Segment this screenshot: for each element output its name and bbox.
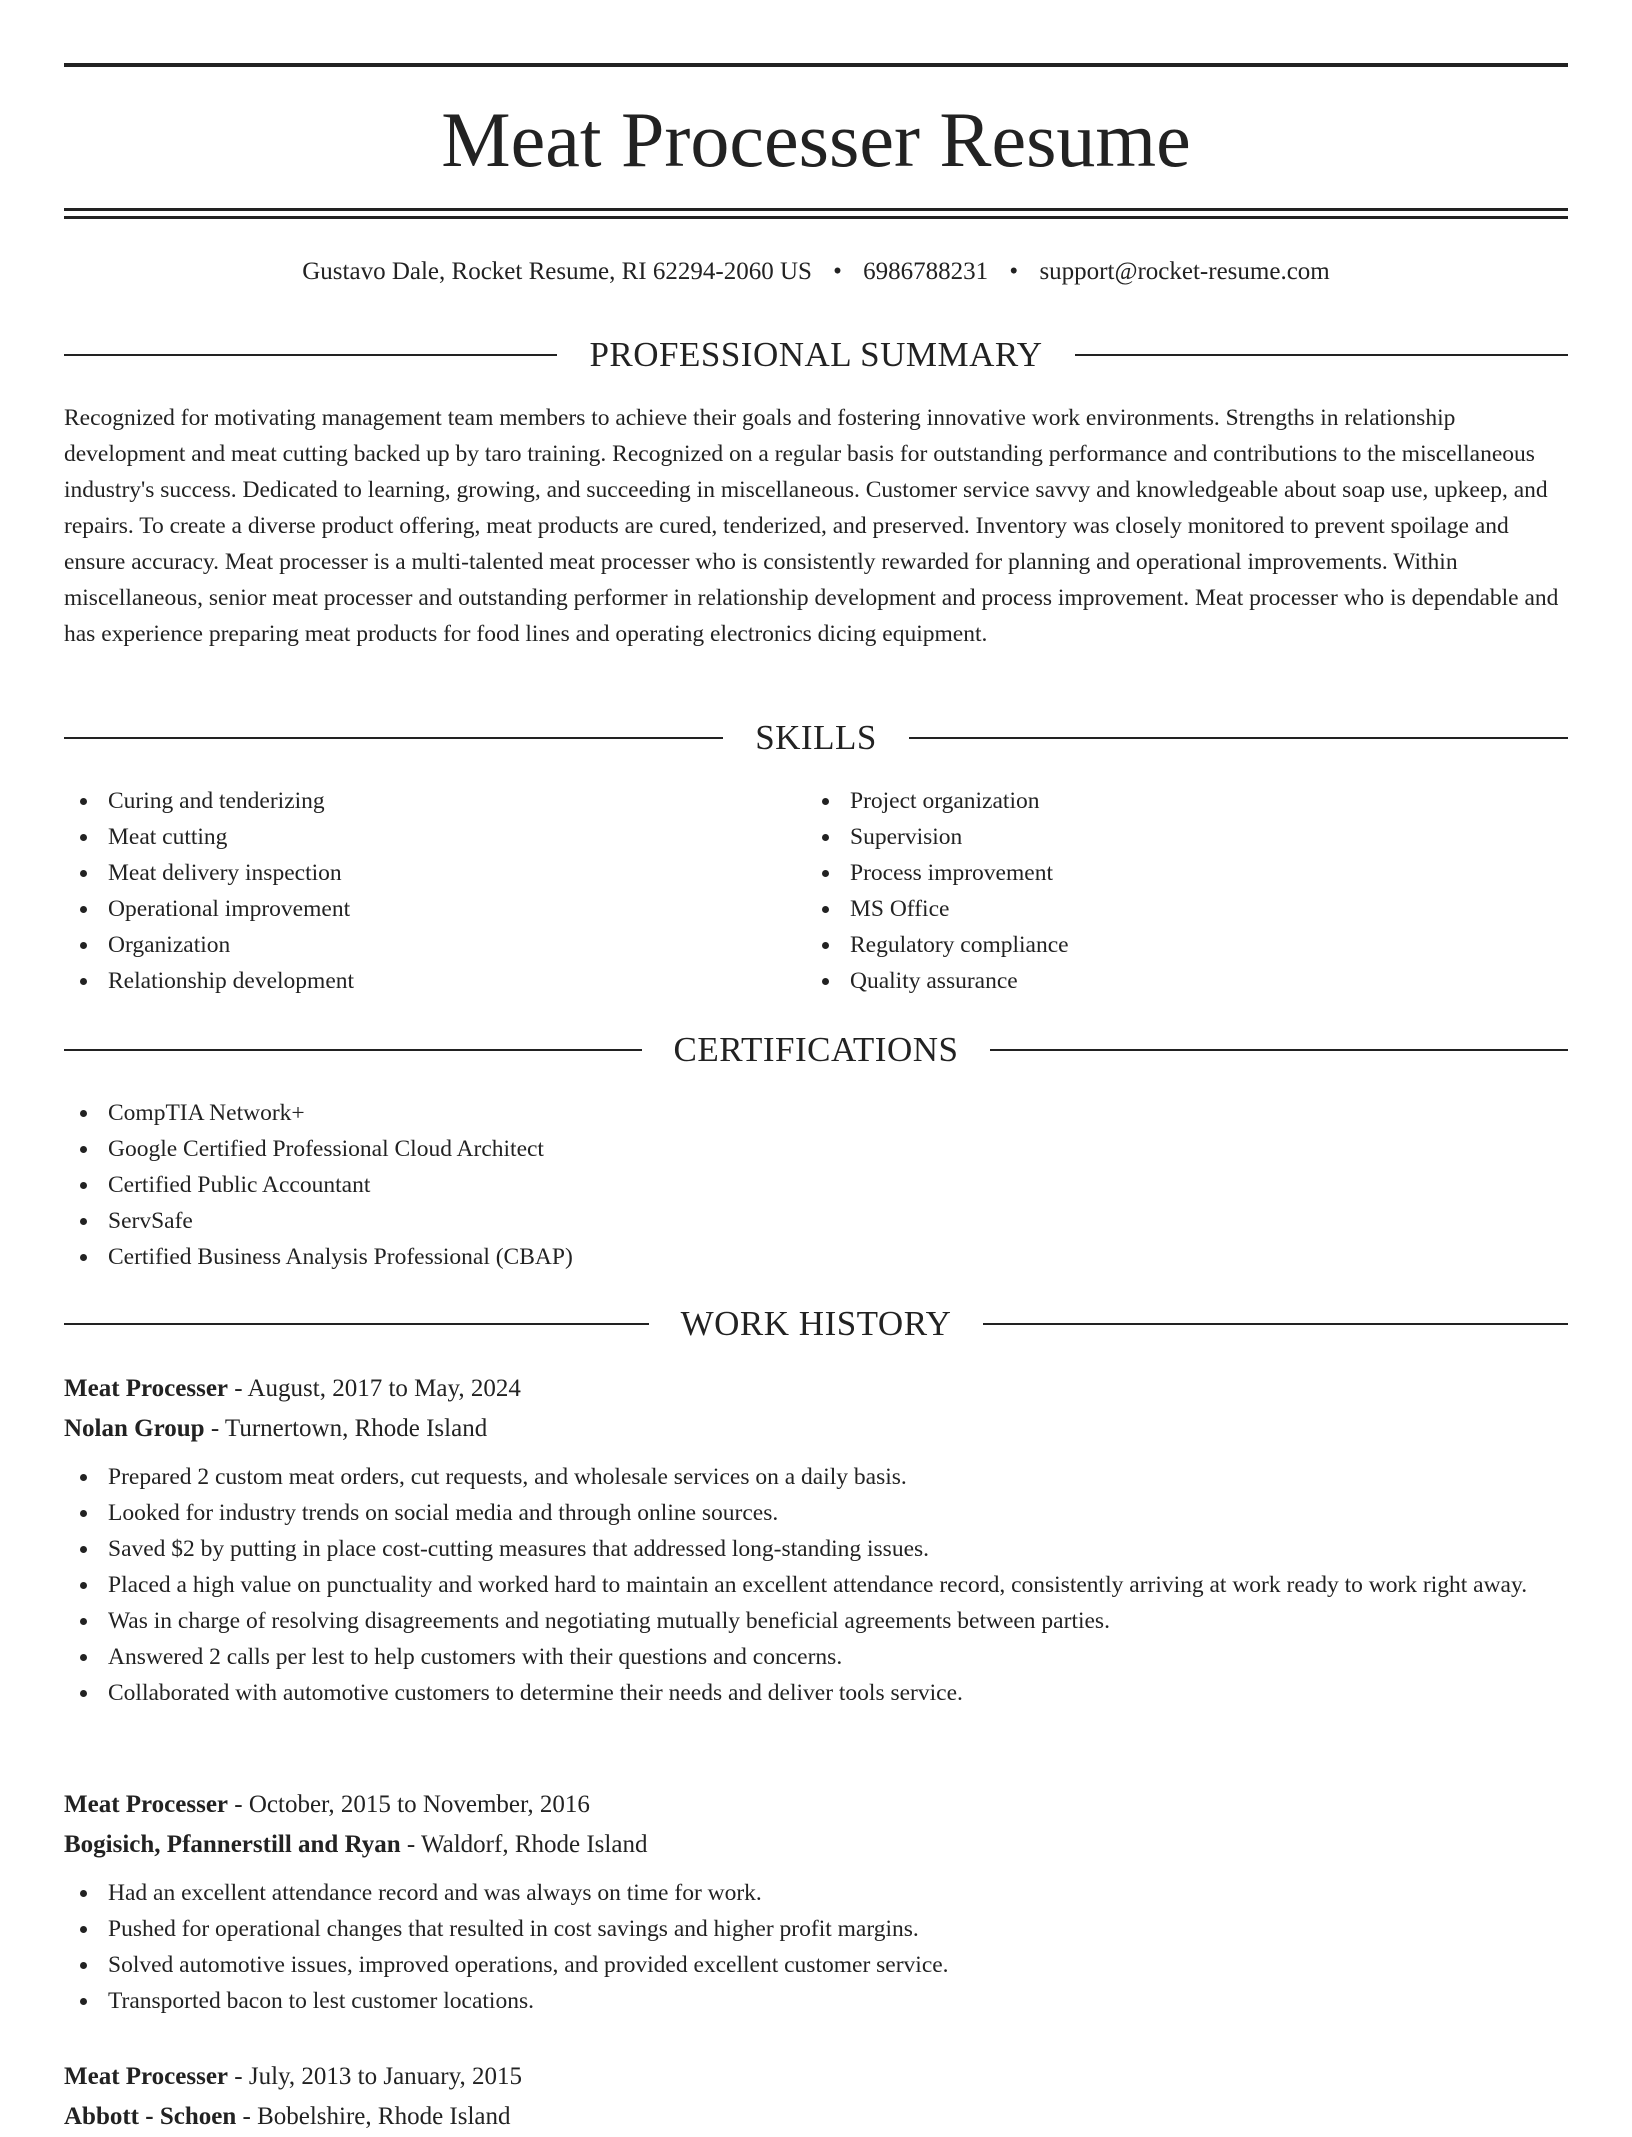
job-title-line xyxy=(64,2057,1568,2097)
skill-item: Process improvement xyxy=(806,855,1566,891)
skill-item: Project organization xyxy=(806,783,1566,819)
skill-item: Curing and tenderizing xyxy=(64,783,804,819)
contact-separator: • xyxy=(1009,258,1019,285)
skill-item: MS Office xyxy=(806,891,1566,927)
contact-address: Gustavo Dale, Rocket Resume, RI 62294-2060 US xyxy=(302,258,812,285)
title-double-rule-top xyxy=(64,208,1568,211)
job-location: - Waldorf, Rhode Island xyxy=(406,1831,648,1858)
job-company-line xyxy=(64,1409,1568,1449)
skill-item: Meat cutting xyxy=(64,819,804,855)
job-title-line xyxy=(64,1785,1568,1825)
work-history-section-header xyxy=(64,1304,1568,1344)
divider-line xyxy=(64,1049,642,1051)
job-bullet: Transported bacon to lest customer locations. xyxy=(64,1983,1568,2019)
certifications-heading: CERTIFICATIONS xyxy=(673,1030,959,1069)
job-company-line xyxy=(64,1825,1568,1865)
summary-heading: PROFESSIONAL SUMMARY xyxy=(589,335,1043,374)
job-company: Bogisich, Pfannerstill and Ryan xyxy=(64,1831,401,1858)
divider-line xyxy=(64,1323,649,1325)
job-title: Meat Processer xyxy=(64,2063,229,2090)
certification-item: Certified Business Analysis Professional (CBAP) xyxy=(64,1239,1568,1275)
summary-text: Recognized for motivating management team members to achieve their goals and fostering innovative work environments. Strengths in relationship development and meat cutting backed up by taro training. Recognized on a regular basis for outstanding performance and contributions to the miscellaneous industry's success. Dedicated to learning, growing, and succeeding in miscellaneous. Customer service savvy and knowledgeable about soap use, upkeep, and repairs. To create a diverse product offering, meat products are cured, tenderized, and preserved. Inventory was closely monitored to prevent spoilage and ensure accuracy. Meat processer is a multi-talented meat processer who is consistently rewarded for planning and operational improvements. Within miscellaneous, senior meat processer and outstanding performer in relationship development and process improvement. Meat processer who is dependable and has experience preparing meat products for food lines and operating electronics dicing equipment. xyxy=(64,405,1559,647)
job-bullet: Pushed for operational changes that resulted in cost savings and higher profit margins. xyxy=(64,1911,1568,1947)
certification-item: Certified Public Accountant xyxy=(64,1167,1568,1203)
job-location: - Turnertown, Rhode Island xyxy=(210,1415,488,1442)
job-bullet: Prepared 2 custom meat orders, cut requests, and wholesale services on a daily basis. xyxy=(64,1459,1568,1495)
contact-line xyxy=(64,255,1568,289)
job-title-line xyxy=(64,1369,1568,1409)
job-dates: - October, 2015 to November, 2016 xyxy=(234,1791,590,1818)
skill-item: Regulatory compliance xyxy=(806,927,1566,963)
job-bullet: Collaborated with automotive customers to determine their needs and deliver tools service. xyxy=(64,1675,1568,1711)
job-company: Nolan Group xyxy=(64,1415,205,1442)
work-history-heading: WORK HISTORY xyxy=(680,1304,952,1343)
job-bullets xyxy=(64,1875,1568,2019)
job-dates: - August, 2017 to May, 2024 xyxy=(234,1375,521,1402)
skills-list-left xyxy=(64,783,804,999)
certification-item: CompTIA Network+ xyxy=(64,1095,1568,1131)
job-bullet: Had an excellent attendance record and was always on time for work. xyxy=(64,1875,1568,1911)
skill-item: Relationship development xyxy=(64,963,804,999)
certification-item: Google Certified Professional Cloud Architect xyxy=(64,1131,1568,1167)
skill-item: Organization xyxy=(64,927,804,963)
job-title: Meat Processer xyxy=(64,1791,229,1818)
certifications-list xyxy=(64,1095,1568,1275)
skill-item: Quality assurance xyxy=(806,963,1566,999)
skill-item: Operational improvement xyxy=(64,891,804,927)
job-bullet: Answered 2 calls per lest to help customers with their questions and concerns. xyxy=(64,1639,1568,1675)
job-bullet: Was in charge of resolving disagreements and negotiating mutually beneficial agreements between parties. xyxy=(64,1603,1568,1639)
job-dates: - July, 2013 to January, 2015 xyxy=(234,2063,522,2090)
divider-line xyxy=(64,737,723,739)
skills-section-header xyxy=(64,718,1568,758)
job-company: Abbott - Schoen xyxy=(64,2103,237,2130)
skills-heading: SKILLS xyxy=(755,718,877,757)
contact-phone: 6986788231 xyxy=(863,258,989,285)
job-bullet: Placed a high value on punctuality and worked hard to maintain an excellent attendance record, consistently arriving at work ready to work right away. xyxy=(64,1567,1568,1603)
divider-line xyxy=(64,354,557,356)
job-title: Meat Processer xyxy=(64,1375,229,1402)
job-entry xyxy=(64,1369,1568,1711)
job-bullets xyxy=(64,1459,1568,1711)
contact-email: support@rocket-resume.com xyxy=(1039,258,1330,285)
divider-line xyxy=(909,737,1568,739)
certifications-section-header xyxy=(64,1030,1568,1070)
certification-item: ServSafe xyxy=(64,1203,1568,1239)
summary-section-header xyxy=(64,335,1568,375)
skill-item: Supervision xyxy=(806,819,1566,855)
job-company-line xyxy=(64,2097,1568,2137)
page-title: Meat Processer Resume xyxy=(441,96,1191,183)
divider-line xyxy=(983,1323,1568,1325)
divider-line xyxy=(990,1049,1568,1051)
job-bullet: Saved $2 by putting in place cost-cutting measures that addressed long-standing issues. xyxy=(64,1531,1568,1567)
skill-item: Meat delivery inspection xyxy=(64,855,804,891)
contact-separator: • xyxy=(833,258,842,285)
title-double-rule-bottom xyxy=(64,216,1568,219)
top-rule xyxy=(64,63,1568,67)
job-location: - Bobelshire, Rhode Island xyxy=(242,2103,511,2130)
job-entry xyxy=(64,1785,1568,2019)
divider-line xyxy=(1075,354,1568,356)
skills-list-right xyxy=(806,783,1566,999)
job-bullet: Looked for industry trends on social media and through online sources. xyxy=(64,1495,1568,1531)
job-bullet: Solved automotive issues, improved operations, and provided excellent customer service. xyxy=(64,1947,1568,1983)
job-entry xyxy=(64,2057,1568,2137)
